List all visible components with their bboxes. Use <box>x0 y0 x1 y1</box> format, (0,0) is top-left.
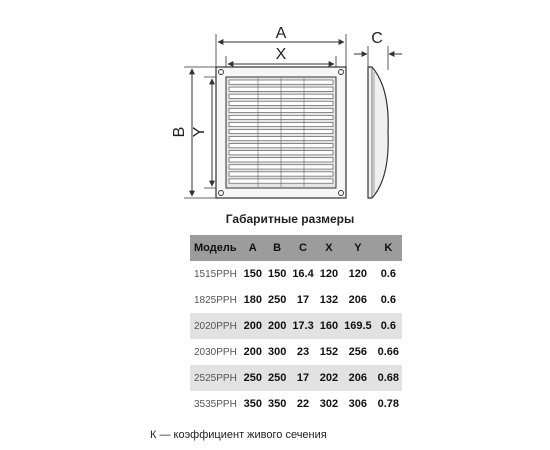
cell-k: 0.6 <box>375 313 402 339</box>
header-k: K <box>375 235 402 261</box>
cell-x: 302 <box>319 398 339 410</box>
cell-x: 120 <box>319 268 339 280</box>
table-row <box>190 261 402 287</box>
label-c: C <box>371 30 383 47</box>
cell-k: 0.78 <box>377 398 400 410</box>
cell-k: 0.68 <box>375 365 402 391</box>
dimension-c <box>354 30 402 70</box>
label-a: A <box>275 25 287 42</box>
cell-b: 150 <box>267 268 287 280</box>
cell-c: 22 <box>296 398 310 410</box>
label-b: B <box>171 126 188 138</box>
cell-b: 300 <box>267 346 287 358</box>
cell-b: 250 <box>265 365 289 391</box>
table-row <box>190 287 402 313</box>
cell-k: 0.6 <box>380 268 396 280</box>
cell-c: 17 <box>296 294 310 306</box>
cell-y: 256 <box>348 346 368 358</box>
header-model: Модель <box>190 235 241 261</box>
header-c: C <box>289 235 316 261</box>
grille-side-view <box>368 67 388 198</box>
cell-c: 17 <box>289 365 316 391</box>
cell-model: 3535PPH <box>194 398 237 410</box>
cell-a: 350 <box>243 398 262 410</box>
cell-a: 200 <box>241 313 265 339</box>
header-y: Y <box>341 235 375 261</box>
cell-c: 23 <box>296 346 310 358</box>
cell-x: 202 <box>317 365 341 391</box>
cell-b: 200 <box>265 313 289 339</box>
table-row <box>190 313 402 339</box>
cell-a: 250 <box>241 365 265 391</box>
cell-model: 2020PPH <box>190 313 241 339</box>
table-row <box>190 339 402 365</box>
cell-y: 206 <box>341 365 375 391</box>
header-a: A <box>241 235 265 261</box>
cell-model: 1825PPH <box>194 294 237 306</box>
dimensions-table <box>190 235 402 417</box>
cell-c: 16.4 <box>292 268 314 280</box>
table-header-row <box>190 235 402 261</box>
legend-note: К — коэффициент живого сечения <box>150 429 327 441</box>
cell-y: 169.5 <box>341 313 375 339</box>
cell-a: 180 <box>243 294 262 306</box>
cell-b: 250 <box>267 294 287 306</box>
table-row <box>190 391 402 417</box>
cell-b: 350 <box>267 398 287 410</box>
cell-model: 2525PPH <box>190 365 241 391</box>
cell-x: 160 <box>317 313 341 339</box>
grille-drawing <box>0 0 550 212</box>
table-title: Габаритные размеры <box>225 212 355 226</box>
grille-front-view <box>216 67 346 198</box>
cell-model: 2030PPH <box>194 346 237 358</box>
cell-k: 0.66 <box>377 346 400 358</box>
cell-model: 1515PPH <box>194 268 237 280</box>
cell-a: 150 <box>243 268 262 280</box>
cell-y: 306 <box>348 398 368 410</box>
cell-y: 120 <box>348 268 368 280</box>
cell-a: 200 <box>243 346 262 358</box>
cell-y: 206 <box>348 294 368 306</box>
table-row <box>190 365 402 391</box>
cell-c: 17.3 <box>289 313 316 339</box>
cell-x: 152 <box>319 346 339 358</box>
cell-x: 132 <box>319 294 339 306</box>
label-y: Y <box>191 126 208 138</box>
cell-k: 0.6 <box>380 294 396 306</box>
label-x: X <box>275 46 287 63</box>
header-x: X <box>317 235 341 261</box>
header-b: B <box>265 235 289 261</box>
